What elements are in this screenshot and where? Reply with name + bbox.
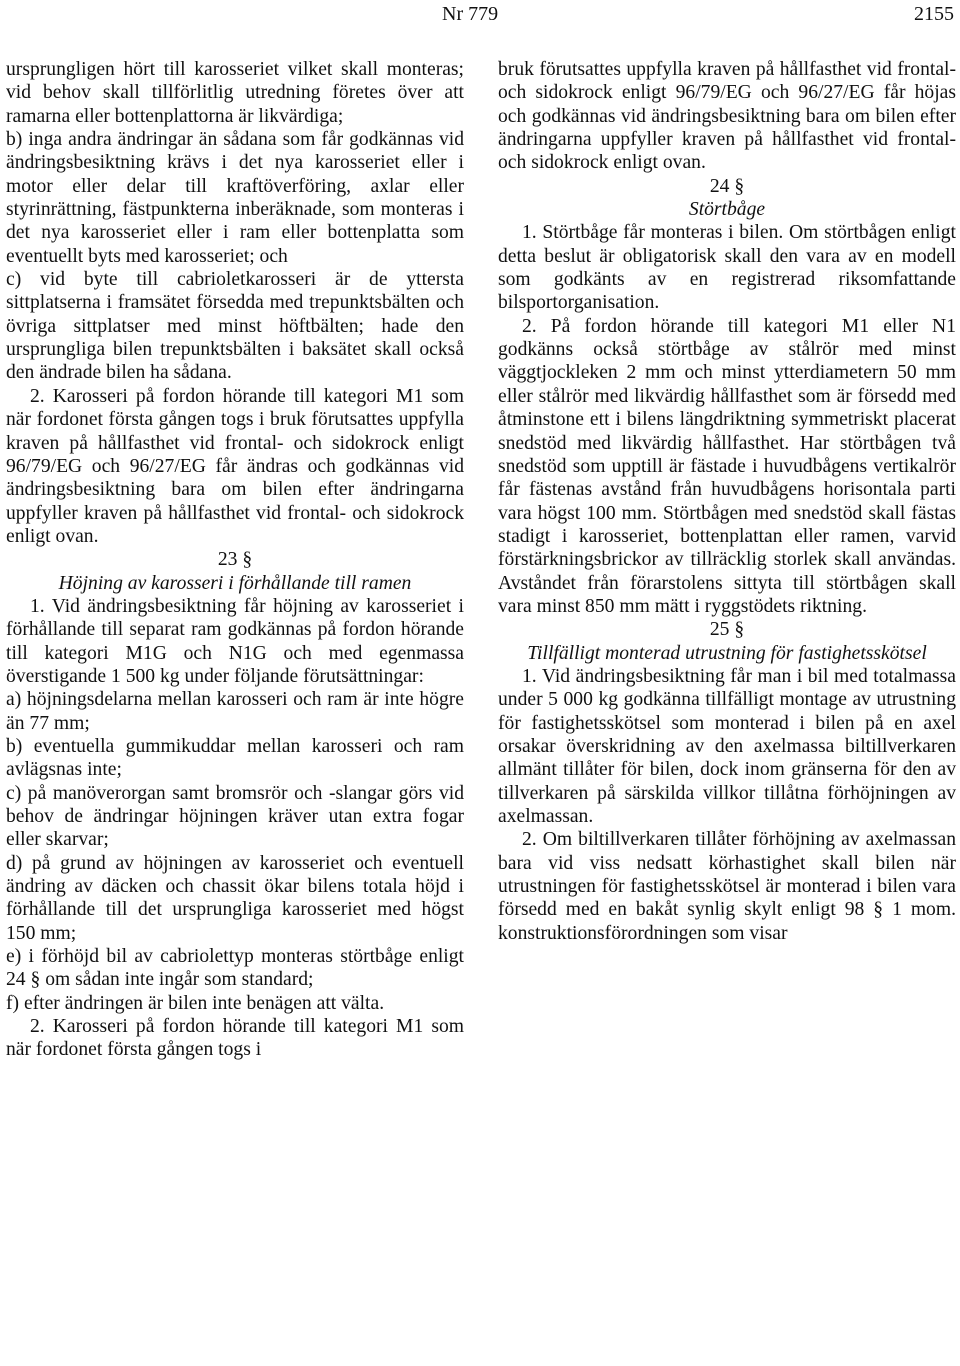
paragraph: 2. Karosseri på fordon hörande till kategori M1 som när fordonet första gången togs i bruk förutsattes uppfylla kraven på hållfasthet vid frontal- och sidokrock enligt 96/79/EG och 96/27/EG får ändras och godkännas vid ändringsbesiktning bara om bilen efter ändringarna uppfyller kraven på hållfasthet vid frontal- och sidokrock enligt ovan. (6, 385, 464, 547)
paragraph: b) inga andra ändringar än sådana som får godkännas vid ändringsbesiktning krävs i det nya karosseriet eller i motor eller delar till kraftöverföring, axlar eller styrinrättning, fästpunkterna inberäknade, som monteras i det nya karosseriet eller i ram eller bottenplatta som eventuellt byts med karosseriet; och (6, 129, 464, 267)
section-number: 23 § (217, 549, 253, 571)
section-number: 25 § (709, 619, 745, 641)
paragraph: 2. På fordon hörande till kategori M1 eller N1 godkänns också störtbåge av stålrör med minst väggtjockleken 2 mm och minst ytterdiametern 50 mm eller stålrör med likvärdig hållfasthet som är försedd med åtminstone ett i bilens längdriktning symmetriskt placerat snedstöd med likvärdig hållfasthet. Har störtbågen två snedstöd som upptill är fästade i huvudbågens vertikalrör får fästenas avstånd från huvudbågens horisontala parti vara högst 100 mm. Störtbågen med snedstöd skall fästas stadigt i karosseriet, bottenplattan eller ramen, varvid förstärkningsbrickor av tillräcklig storlek skall användas. Avståndet från förarstolens sittyta till störtbågen skall vara minst 850 mm mätt i ryggstödets riktning. (498, 315, 956, 617)
section-title: Höjning av karosseri i förhållande till ramen (58, 572, 412, 594)
paragraph: a) höjningsdelarna mellan karosseri och ram är inte högre än 77 mm; (6, 689, 464, 734)
paragraph: c) vid byte till cabrioletkarosseri är de yttersta sittplatserna i framsätet försedda med trepunktsbälten och övriga sittplatser med minst höftbälten; hade den ursprungliga bilen trepunktsbälten i baksätet skall också den ändrade bilen ha sådana. (6, 269, 464, 384)
paragraph: b) eventuella gummikuddar mellan karosseri och ram avlägsnas inte; (6, 735, 464, 781)
paragraph: 1. Vid ändringsbesiktning får man i bil med totalmassa under 5 000 kg godkänna tillfälligt montage av utrustning för fastighetsskötsel som monterad i bilen på en axel orsakar överskridning av den axelmassa biltillverkaren allmänt tillåter för bilen, dock inom gränserna för den av tillverkaren på särskilda villkor tillåtna förhöjningen av axelmassan. (498, 665, 956, 827)
paragraph: bruk förutsattes uppfylla kraven på hållfasthet vid frontal- och sidokrock enligt 96/79/EG och 96/27/EG får höjas och godkännas vid ändringsbesiktning bara om bilen efter ändringarna uppfyller kraven på hållfasthet vid frontal- och sidokrock enligt ovan. (498, 59, 956, 174)
left-column (6, 58, 464, 1062)
paragraph: c) på manöverorgan samt bromsrör och -slangar görs vid behov de ändringar höjningen kräver utan extra fogar eller skarvar; (6, 782, 464, 851)
right-column (498, 58, 956, 945)
paragraph: f) efter ändringen är bilen inte benägen att välta. (6, 992, 385, 1014)
paragraph: 1. Vid ändringsbesiktning får höjning av karosseriet i förhållande till separat ram godkännas på fordon hörande till kategori M1G och N1G och med egenmassa överstigande 1 500 kg under följande förutsättningar: (6, 595, 464, 687)
section-title: Störtbåge (688, 199, 766, 221)
paragraph: 2. Karosseri på fordon hörande till kategori M1 som när fordonet första gången togs i (6, 1016, 464, 1061)
section-number: 24 § (709, 175, 745, 197)
paragraph: 2. Om biltillverkaren tillåter förhöjning av axelmassan bara vid viss nedsatt körhastighet skall bilen när utrustningen för fastighetsskötsel är monterad i bilen vara försedd med en bakåt synlig skylt enligt 98 § 1 mom. konstruktionsförordningen som visar (498, 829, 956, 944)
paragraph: d) på grund av höjningen av karosseriet och eventuell ändring av däcken och chassit ökar bilens totala höjd i förhållande till det ursprungliga karosseriet med högst 150 mm; (6, 852, 464, 944)
page-number: 2155 (914, 3, 954, 25)
paragraph: e) i förhöjd bil av cabriolettyp monteras störtbåge enligt 24 § om sådan inte ingår som standard; (6, 946, 464, 991)
paragraph: ursprungligen hört till karosseriet vilket skall monteras; vid behov skall tillförlitlig utredning företes över att ramarna eller bottenplattorna är likvärdiga; (6, 59, 464, 127)
issue-number: Nr 779 (442, 3, 499, 25)
paragraph: 1. Störtbåge får monteras i bilen. Om störtbågen enligt detta beslut är obligatorisk skall den vara av en modell som godkänts av en registrerad riksomfattande bilsportorganisation. (498, 222, 956, 314)
section-title: Tillfälligt monterad utrustning för fastighetsskötsel (527, 642, 927, 664)
